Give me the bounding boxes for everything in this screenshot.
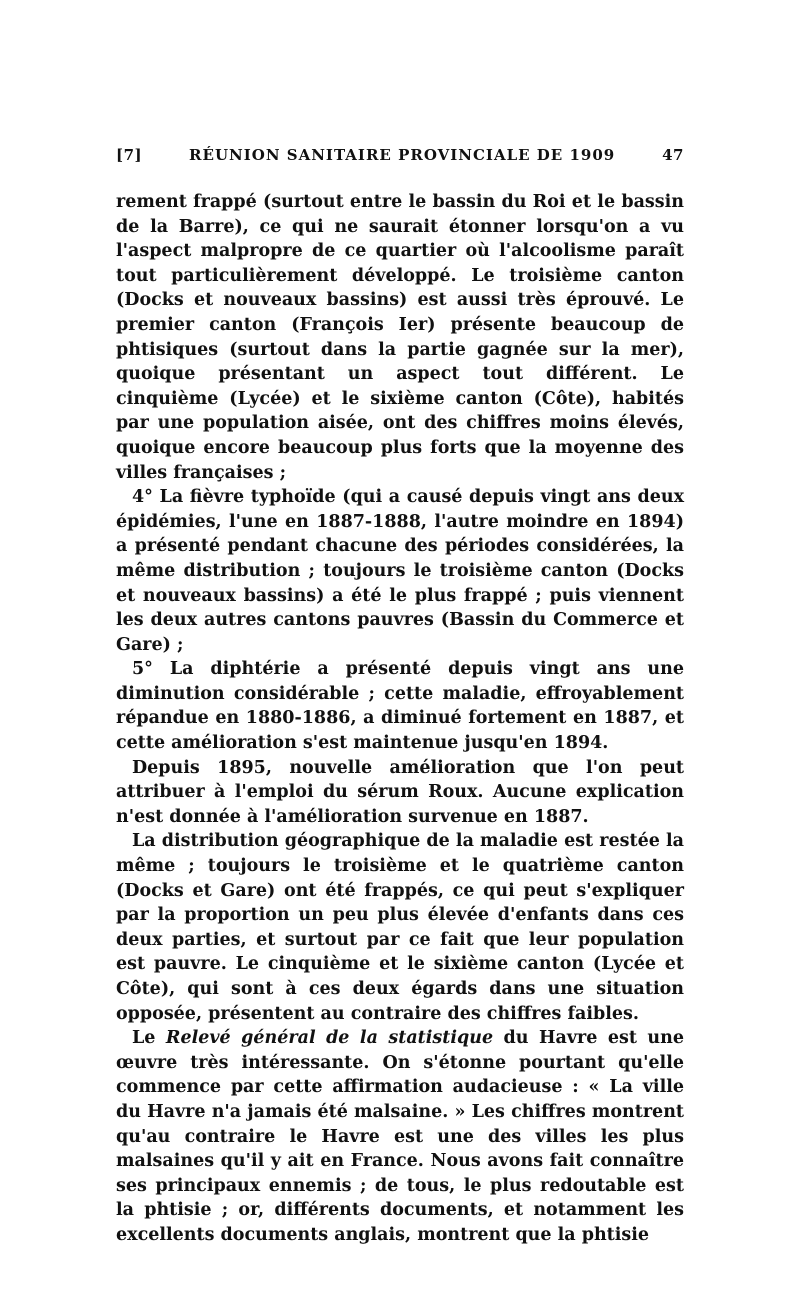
running-title: RÉUNION SANITAIRE PROVINCIALE DE 1909 [189, 146, 616, 164]
document-page [116, 146, 684, 1248]
paragraph-typhoid: 4° La fièvre typhoïde (qui a causé depuis vingt ans deux épidémies, l'une en 1887-1888, l'autre moindre en 1894) a présenté pendant chacune des périodes considérées, la même distribution ; toujours le troisième canton (Docks et nouveaux bassins) a été le plus frappé ; puis viennent les deux autres cantons pauvres (Bassin du Commerce et Gare) ; [116, 487, 684, 655]
releve-rest: du Havre est une œuvre très intéressante. On s'étonne pourtant qu'elle commence par cette affirmation audacieuse : « La ville du Havre n'a jamais été malsaine. » Les chiffres montrent qu'au contraire le Havre est une des villes les plus malsaines qu'il y ait en France. Nous avons fait connaître ses principaux ennemis ; de tous, le plus redoutable est la phtisie ; or, différents documents, et notamment les excellents documents anglais, montrent que la phtisie [116, 1028, 684, 1245]
releve-lead: Le [132, 1028, 166, 1049]
paragraph-continuation: rement frappé (surtout entre le bassin du Roi et le bassin de la Barre), ce qui ne saurait étonner lorsqu'on a vu l'aspect malpropre de ce quartier où l'alcoolisme paraît tout particulièrement développé. Le troisième canton (Docks et nouveaux bassins) est aussi très éprouvé. Le premier canton (François Ier) présente beaucoup de phtisiques (surtout dans la partie gagnée sur la mer), quoique présentant un aspect tout différent. Le cinquième (Lycée) et le sixième canton (Côte), habités par une population aisée, ont des chiffres moins élevés, quoique encore beaucoup plus forts que la moyenne des villes françaises ; [116, 192, 684, 483]
body-text [116, 190, 684, 1248]
page-number: 47 [662, 146, 684, 164]
paragraph-geography: La distribution géographique de la maladie est restée la même ; toujours le troisième et le quatrième canton (Docks et Gare) ont été frappés, ce qui peut s'expliquer par la proportion un peu plus élevée d'enfants dans ces deux parties, et surtout par ce fait que leur population est pauvre. Le cinquième et le sixième canton (Lycée et Côte), qui sont à ces deux égards dans une situation opposée, présentent au contraire des chiffres faibles. [116, 831, 684, 1024]
section-mark: [7] [116, 146, 143, 164]
paragraph-diphtheria: 5° La diphtérie a présenté depuis vingt ans une diminution considérable ; cette maladie, effroyablement répandue en 1880-1886, a diminué fortement en 1887, et cette amélioration s'est maintenue jusqu'en 1894. [116, 659, 684, 754]
releve-title: Relevé général de la statistique [165, 1028, 494, 1049]
running-header [116, 146, 684, 176]
paragraph-serum: Depuis 1895, nouvelle amélioration que l'on peut attribuer à l'emploi du sérum Roux. Aucune explication n'est donnée à l'amélioration survenue en 1887. [116, 757, 684, 827]
paragraph-releve [116, 1026, 684, 1247]
